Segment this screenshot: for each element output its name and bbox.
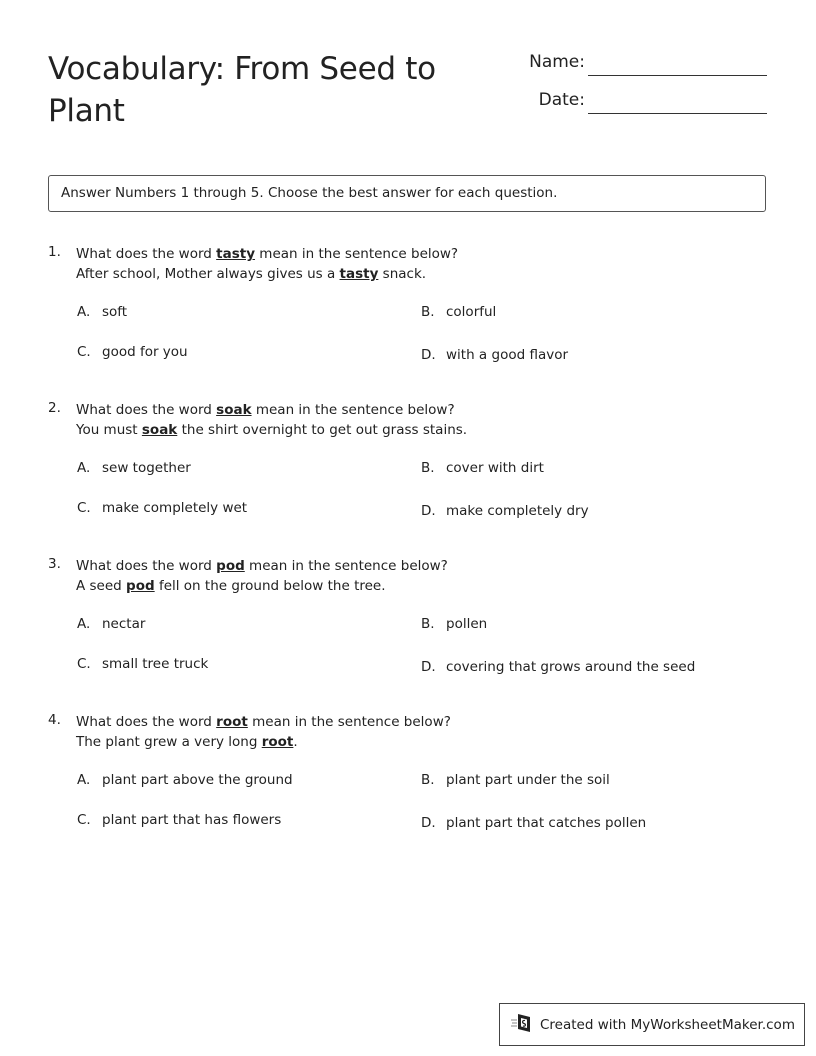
keyword: tasty	[339, 266, 379, 282]
name-label: Name:	[529, 52, 585, 72]
choice-letter: A.	[77, 460, 91, 476]
question-text	[76, 244, 458, 284]
choice-text: plant part above the ground	[102, 772, 293, 788]
choice-b[interactable]	[421, 616, 487, 632]
choice-b[interactable]	[421, 304, 496, 320]
student-info-fields	[500, 50, 770, 126]
prompt-text: What does the word	[76, 558, 217, 574]
date-field-row	[500, 88, 770, 126]
choice-d[interactable]	[421, 347, 568, 363]
keyword: root	[261, 734, 294, 750]
choice-letter: D.	[421, 659, 436, 675]
choice-c[interactable]	[77, 500, 247, 516]
keyword: soak	[216, 402, 252, 418]
choice-text: covering that grows around the seed	[446, 659, 696, 675]
choice-d[interactable]	[421, 815, 646, 831]
question-text	[76, 400, 467, 440]
choice-b[interactable]	[421, 460, 544, 476]
prompt-text: What does the word	[76, 402, 217, 418]
choice-a[interactable]	[77, 616, 145, 632]
choice-letter: A.	[77, 616, 91, 632]
prompt-text: mean in the sentence below?	[251, 402, 455, 418]
keyword: soak	[141, 422, 178, 438]
choice-c[interactable]	[77, 344, 188, 360]
sentence-text: You must	[76, 422, 142, 438]
choice-letter: C.	[77, 812, 91, 828]
prompt-text: mean in the sentence below?	[244, 558, 448, 574]
choice-text: plant part that has flowers	[102, 812, 282, 828]
title-line-1: Vocabulary: From Seed to	[48, 51, 436, 87]
question-number: 2.	[48, 400, 61, 416]
choice-text: small tree truck	[102, 656, 209, 672]
prompt-text: mean in the sentence below?	[247, 714, 451, 730]
page-title	[48, 48, 468, 132]
choice-text: plant part under the soil	[446, 772, 610, 788]
keyword: pod	[126, 578, 155, 594]
choice-a[interactable]	[77, 460, 191, 476]
choice-text: cover with dirt	[446, 460, 544, 476]
choice-letter: D.	[421, 503, 436, 519]
choice-letter: B.	[421, 616, 435, 632]
title-line-2: Plant	[48, 93, 125, 129]
choice-text: make completely wet	[102, 500, 248, 516]
instructions-box: Answer Numbers 1 through 5. Choose the best answer for each question.	[48, 175, 766, 212]
choice-text: sew together	[102, 460, 191, 476]
name-blank-line[interactable]	[588, 75, 767, 76]
prompt-text: mean in the sentence below?	[255, 246, 459, 262]
choice-letter: A.	[77, 304, 91, 320]
sentence-text: snack.	[378, 266, 427, 282]
choice-letter: B.	[421, 460, 435, 476]
choice-letter: C.	[77, 656, 91, 672]
question-number: 3.	[48, 556, 61, 572]
choice-a[interactable]	[77, 772, 293, 788]
question-number: 1.	[48, 244, 61, 260]
sentence-text: The plant grew a very long	[76, 734, 262, 750]
worksheet-maker-logo-icon	[510, 1012, 540, 1038]
choice-b[interactable]	[421, 772, 610, 788]
choice-letter: D.	[421, 347, 436, 363]
choice-letter: B.	[421, 772, 435, 788]
date-blank-line[interactable]	[588, 113, 767, 114]
choice-letter: C.	[77, 344, 91, 360]
sentence-text: After school, Mother always gives us a	[76, 266, 340, 282]
keyword: pod	[216, 558, 245, 574]
choice-d[interactable]	[421, 503, 589, 519]
footer-credit[interactable]	[499, 1003, 805, 1046]
choice-text: plant part that catches pollen	[446, 815, 647, 831]
choice-text: good for you	[102, 344, 188, 360]
footer-text: Created with MyWorksheetMaker.com	[540, 1016, 795, 1033]
prompt-text: What does the word	[76, 246, 217, 262]
sentence-text: fell on the ground below the tree.	[154, 578, 386, 594]
choice-text: with a good flavor	[446, 347, 569, 363]
keyword: tasty	[216, 246, 256, 262]
choice-text: pollen	[446, 616, 488, 632]
choice-text: make completely dry	[446, 503, 589, 519]
choice-letter: A.	[77, 772, 91, 788]
question-text	[76, 712, 451, 752]
choice-text: nectar	[102, 616, 146, 632]
choice-letter: C.	[77, 500, 91, 516]
sentence-text: the shirt overnight to get out grass stains.	[177, 422, 468, 438]
question-text	[76, 556, 448, 596]
choice-a[interactable]	[77, 304, 127, 320]
prompt-text: What does the word	[76, 714, 217, 730]
name-field-row	[500, 50, 770, 88]
choice-c[interactable]	[77, 812, 281, 828]
choice-letter: D.	[421, 815, 436, 831]
choice-letter: B.	[421, 304, 435, 320]
choice-c[interactable]	[77, 656, 208, 672]
choice-d[interactable]	[421, 659, 695, 675]
choice-text: soft	[102, 304, 128, 320]
date-label: Date:	[538, 90, 585, 110]
keyword: root	[216, 714, 248, 730]
sentence-text: A seed	[76, 578, 127, 594]
question-number: 4.	[48, 712, 61, 728]
sentence-text: .	[293, 734, 298, 750]
choice-text: colorful	[446, 304, 497, 320]
